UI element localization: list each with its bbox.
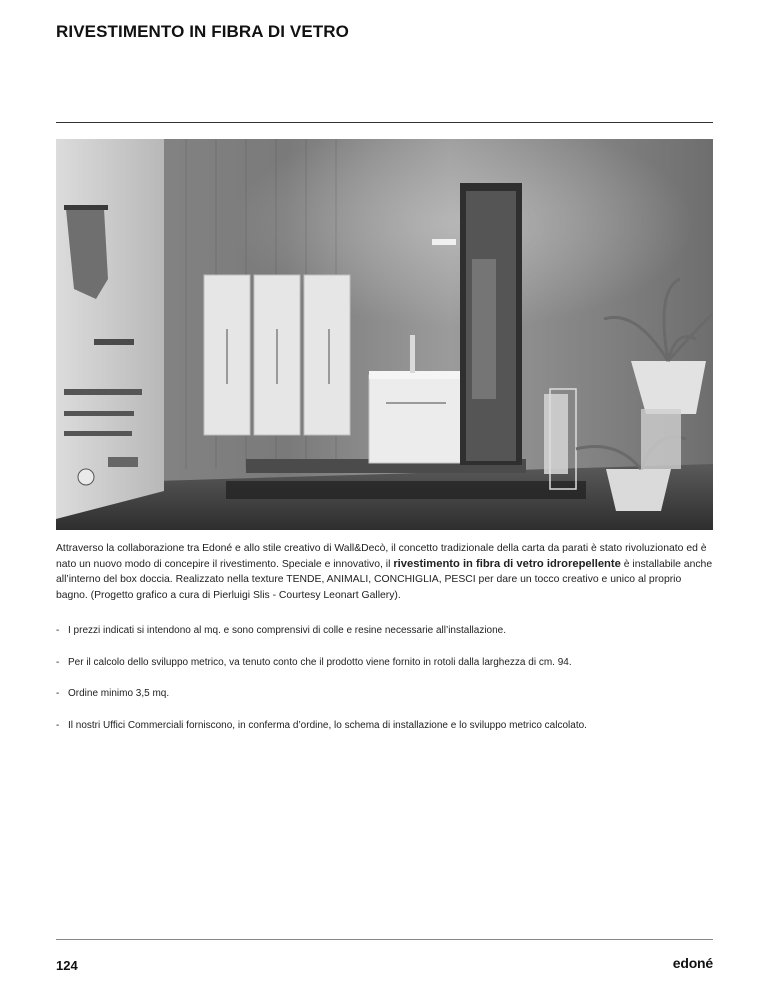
bathroom-photo [56,139,713,530]
note-bullet: - [56,625,60,636]
note-item [56,687,713,701]
note-text: Per il calcolo dello sviluppo metrico, va tenuto conto che il prodotto viene fornito in rotoli dalla larghezza di cm. 94. [68,656,572,668]
note-item [56,624,713,638]
intro-highlight: rivestimento in fibra di vetro idrorepellente [393,557,621,570]
intro-paragraph [56,541,713,603]
note-item [56,719,713,733]
note-bullet: - [56,719,60,731]
page-title: RIVESTIMENTO IN FIBRA DI VETRO [56,22,349,41]
intro-text-start: Attraverso la collaborazione tra Edoné e allo stile creativo di Wall&Decò, il concetto tradizionale della carta da parati è stato rivoluzionato ed è nato un nuovo modo di concepire il rivestimento. Speciale e innovativo, il [56,543,707,570]
notes-list [56,624,713,750]
intro-text-end: è installabile anche all’interno del box doccia. Realizzato nella texture TENDE, ANIMALI, CONCHIGLIA, PESCI per dare un tocco creativo e unico al proprio bagno. (Progetto grafico a cura di Pierluigi Slis - Courtesy Leonart Gallery). [56,558,713,601]
note-text: Il nostri Uffici Commerciali forniscono, in conferma d’ordine, lo schema di installazione e lo sviluppo metrico calcolato. [68,719,587,731]
note-bullet: - [56,656,60,668]
note-item [56,656,713,670]
note-text: I prezzi indicati si intendono al mq. e sono comprensivi di colle e resine necessarie all’installazione. [68,625,507,636]
note-text: Ordine minimo 3,5 mq. [68,688,170,699]
note-bullet: - [56,688,60,699]
footer-divider [56,939,713,940]
page-number: 124 [56,958,78,973]
brand-logo: edoné [672,955,713,971]
header-divider [56,122,713,123]
